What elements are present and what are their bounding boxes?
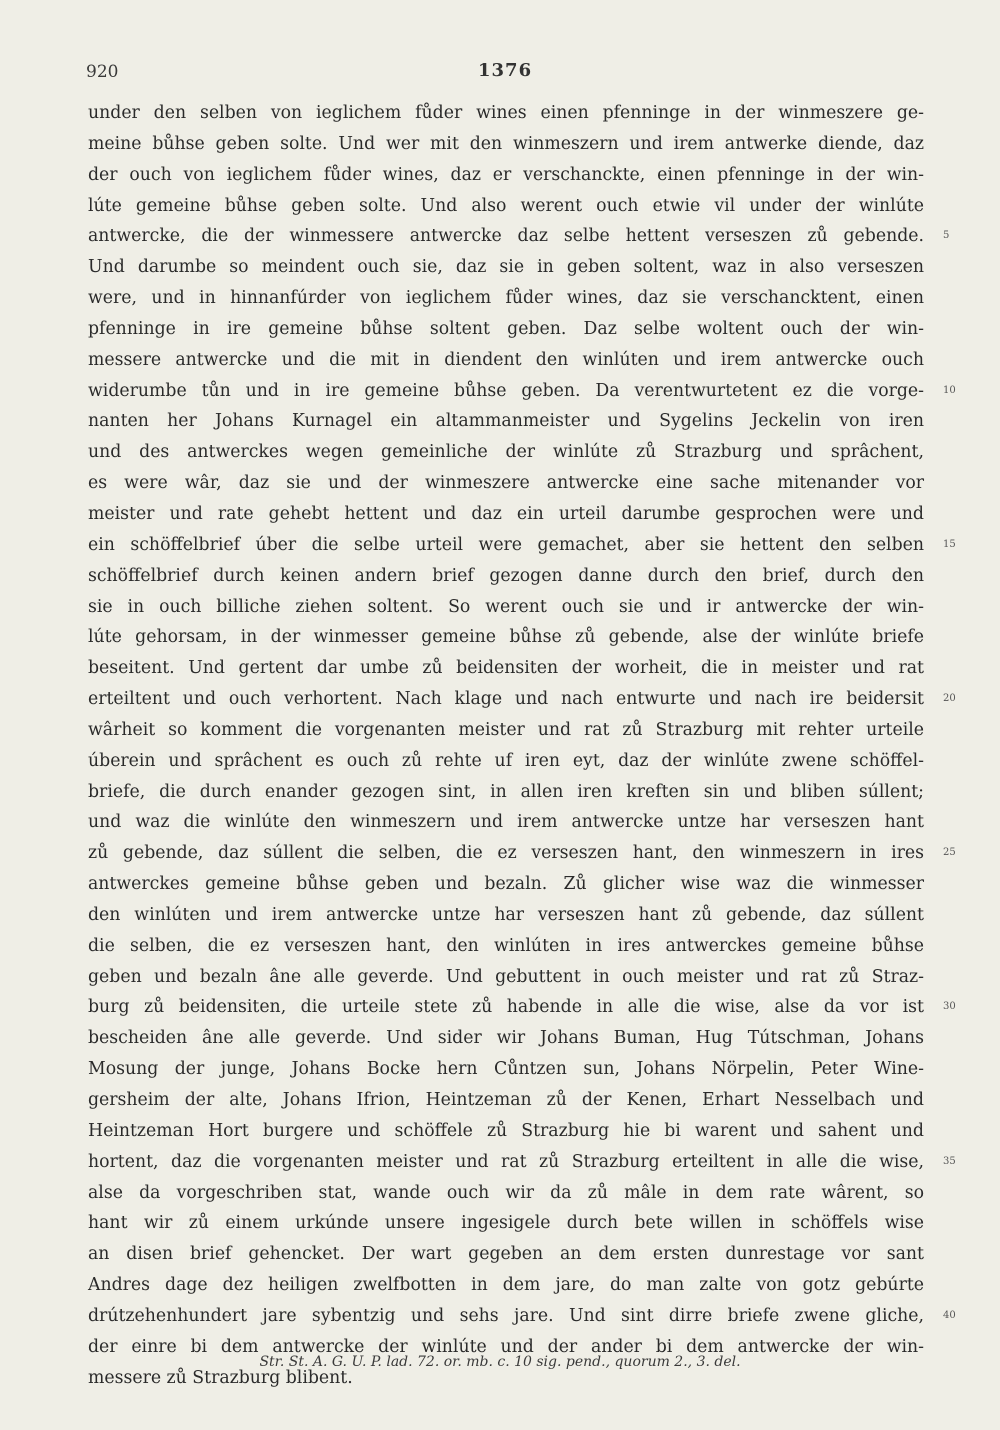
line-text: der ouch von ieglichem fůder wines, daz er verschanckte, einen pfenninge in der win- (88, 164, 924, 185)
line-text: meine bůhse geben solte. Und wer mit den winmeszern und irem antwerke diende, daz (88, 133, 924, 154)
line-text: den winlúten und irem antwercke untze har verseszen hant zů gebende, daz súllent (88, 904, 924, 925)
text-line (88, 314, 924, 345)
text-line (88, 561, 924, 592)
text-line (88, 1301, 956, 1332)
line-text: under den selben von ieglichem fůder wines einen pfenninge in der winmeszere ge- (88, 103, 924, 123)
line-number: 40 (943, 1309, 956, 1321)
text-line (88, 191, 924, 222)
line-text: lúte gemeine bůhse geben solte. Und also werent ouch etwie vil under der winlúte (88, 195, 924, 216)
text-line (88, 684, 956, 715)
line-number: 20 (943, 693, 956, 705)
text-line (88, 1239, 924, 1270)
text-line (88, 653, 924, 684)
line-text: burg zů beidensiten, die urteile stete zů habende in alle die wise, alse da vor ist (88, 997, 924, 1018)
line-text: messere antwercke und die mit in diendent den winlúten und irem antwercke ouch (88, 349, 924, 370)
line-text: lúte gehorsam, in der winmesser gemeine bůhse zů gebende, alse der winlúte briefe (88, 627, 924, 648)
text-line (88, 160, 924, 191)
line-text: antwercke, die der winmessere antwercke daz selbe hettent verseszen zů gebende. (88, 226, 924, 247)
text-line (88, 900, 924, 931)
text-line (88, 992, 956, 1023)
text-line (88, 252, 924, 283)
text-line (88, 437, 924, 468)
text-line (88, 1208, 924, 1239)
page-number: 920 (86, 62, 119, 82)
line-text: briefe, die durch enander gezogen sint, in allen iren kreften sin und bliben súllent; (88, 781, 924, 802)
line-text: gersheim der alte, Johans Ifrion, Heintzeman zů der Kenen, Erhart Nesselbach und (88, 1090, 924, 1110)
line-text: widerumbe tůn und in ire gemeine bůhse geben. Da verentwurtetent ez die vorge- (88, 380, 924, 401)
text-line (88, 931, 924, 962)
line-text: drútzehenhundert jare sybentzig und sehs jare. Und sint dirre briefe zwene gliche, (88, 1305, 924, 1326)
line-text: und des antwerckes wegen gemeinliche der winlúte zů Strazburg und sprâchent, (88, 442, 924, 463)
line-text: erteiltent und ouch verhortent. Nach klage und nach entwurte und nach ire beidersit (88, 689, 924, 710)
line-text: und waz die winlúte den winmeszern und irem antwercke untze har verseszen hant (88, 812, 924, 833)
text-line (88, 592, 924, 623)
text-line (88, 345, 924, 376)
line-number: 5 (943, 230, 950, 242)
line-text: were, und in hinnanfúrder von ieglichem fůder wines, daz sie verschancktent, einen (88, 288, 924, 309)
text-line (88, 1270, 924, 1301)
line-text: ein schöffelbrief úber die selbe urteil were gemachet, aber sie hettent den selben (88, 534, 924, 555)
line-text: sie in ouch billiche ziehen soltent. So werent ouch sie und ir antwercke der win- (88, 596, 924, 617)
text-line (88, 746, 924, 777)
line-text: Mosung der junge, Johans Bocke hern Cůntzen sun, Johans Nörpelin, Peter Wine- (88, 1059, 924, 1080)
text-line (88, 1147, 956, 1178)
line-number: 30 (943, 1001, 956, 1013)
text-line (88, 1023, 924, 1054)
text-line (88, 807, 924, 838)
line-text: es were wâr, daz sie und der winmeszere antwercke eine sache mitenander vor (88, 473, 924, 494)
text-line (88, 777, 924, 808)
line-text: Und darumbe so meindent ouch sie, daz sie in geben soltent, waz in also verseszen (88, 257, 924, 278)
line-text: alse da vorgeschriben stat, wande ouch wir da zů mâle in dem rate wârent, so (88, 1182, 924, 1203)
line-text: der einre bi dem antwercke der winlúte und der ander bi dem antwercke der win- (88, 1336, 924, 1357)
line-text: schöffelbrief durch keinen andern brief gezogen danne durch den brief, durch den (88, 565, 924, 586)
text-line (88, 838, 956, 869)
text-line (88, 499, 924, 530)
text-line (88, 622, 924, 653)
text-line (88, 530, 956, 561)
text-line (88, 376, 956, 407)
line-text: die selben, die ez verseszen hant, den winlúten in ires antwerckes gemeine bůhse (88, 935, 924, 956)
text-line (88, 1116, 924, 1147)
line-text: úberein und sprâchent es ouch zů rehte uf iren eyt, daz der winlúte zwene schöffel- (88, 750, 924, 771)
text-line (88, 869, 924, 900)
text-line (88, 962, 924, 993)
line-text: antwerckes gemeine bůhse geben und bezaln. Zů glicher wise waz die winmesser (88, 874, 924, 895)
text-line (88, 406, 924, 437)
text-line (88, 98, 924, 129)
document-number: 1376 (478, 60, 533, 81)
line-number: 15 (943, 538, 956, 550)
line-text: beseitent. Und gertent dar umbe zů beidensiten der worheit, die in meister und rat (88, 658, 924, 679)
text-line (88, 221, 950, 252)
text-line (88, 1054, 924, 1085)
source-footnote: Str. St. A. G. U. P. lad. 72. or. mb. c. 10 sig. pend., quorum 2., 3. del. (259, 1354, 741, 1370)
line-text: hant wir zů einem urkúnde unsere ingesigele durch bete willen in schöffels wise (88, 1213, 924, 1234)
line-text: an disen brief gehencket. Der wart gegeben an dem ersten dunrestage vor sant (88, 1244, 924, 1265)
text-line (88, 468, 924, 499)
line-text: Heintzeman Hort burgere und schöffele zů Strazburg hie bi warent und sahent und (88, 1120, 924, 1141)
line-text: messere zů Strazburg blibent. (88, 1367, 353, 1388)
line-number: 25 (943, 847, 956, 859)
line-text: wârheit so komment die vorgenanten meister und rat zů Strazburg mit rehter urteile (88, 719, 924, 740)
line-text: nanten her Johans Kurnagel ein altammanmeister und Sygelins Jeckelin von iren (88, 411, 924, 432)
line-number: 10 (943, 384, 956, 396)
body-text (88, 98, 956, 1393)
text-line (88, 1085, 924, 1116)
line-text: hortent, daz die vorgenanten meister und rat zů Strazburg erteiltent in alle die wise, (88, 1151, 924, 1172)
line-number: 35 (943, 1155, 956, 1167)
text-line (88, 715, 924, 746)
line-text: bescheiden âne alle geverde. Und sider wir Johans Buman, Hug Tútschman, Johans (88, 1028, 924, 1049)
line-text: Andres dage dez heiligen zwelfbotten in dem jare, do man zalte von gotz gebúrte (88, 1275, 924, 1296)
text-line (88, 283, 924, 314)
text-line (88, 1178, 924, 1209)
line-text: zů gebende, daz súllent die selben, die ez verseszen hant, den winmeszern in ires (88, 843, 924, 864)
line-text: meister und rate gehebt hettent und daz ein urteil darumbe gesprochen were und (88, 503, 924, 524)
text-line (88, 129, 924, 160)
line-text: geben und bezaln âne alle geverde. Und gebuttent in ouch meister und rat zů Straz- (88, 966, 924, 987)
line-text: pfenninge in ire gemeine bůhse soltent geben. Daz selbe woltent ouch der win- (88, 318, 924, 339)
